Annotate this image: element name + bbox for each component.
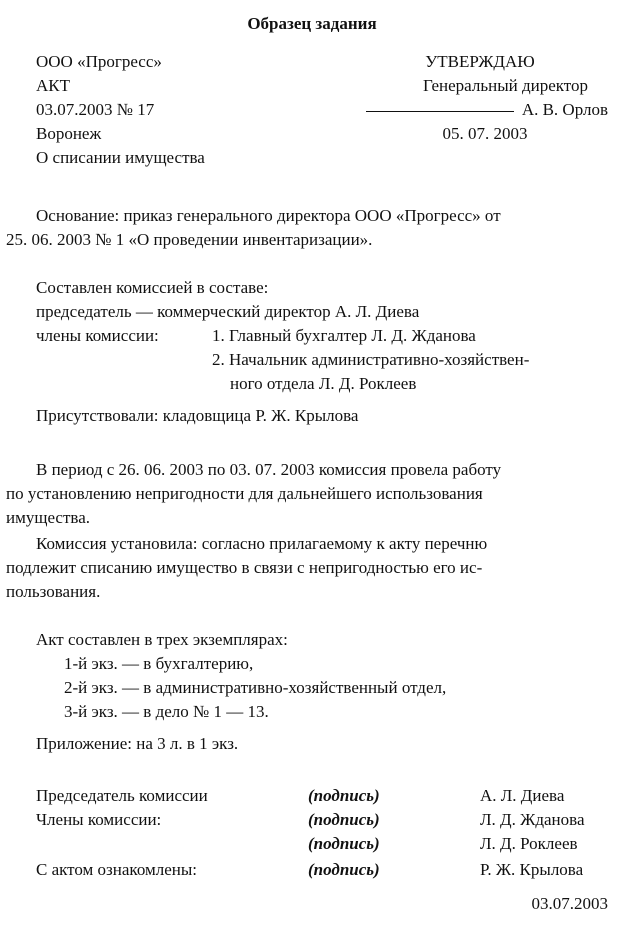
commission-chair: председатель — коммерческий директор А. Л. Диева [36,302,420,321]
paragraph-2-line-2: подлежит списанию имущество в связи с непригодностью его ис- [6,558,483,577]
copy-1: 1-й экз. — в бухгалтерию, [64,654,254,673]
signature-label-chair: Председатель комиссии [36,786,208,805]
approver-name: А. В. Орлов [521,100,608,119]
attachment-note: Приложение: на 3 л. в 1 экз. [36,734,239,753]
approval-stamp: УТВЕРЖДАЮ [425,52,535,71]
document-type: АКТ [36,76,70,95]
document-subject: О списании имущества [36,148,205,167]
paragraph-1-line-1: В период с 26. 06. 2003 по 03. 07. 2003 комиссия провела работу [36,460,502,479]
signature-label-members: Члены комиссии: [36,810,162,829]
copies-intro: Акт составлен в трех экземплярах: [36,630,288,649]
commission-member-2-line-2: ного отдела Л. Д. Роклеев [230,374,417,393]
copy-3: 3-й экз. — в дело № 1 — 13. [64,702,269,721]
signature-placeholder-member-1: (подпись) [308,810,380,829]
signature-line [366,111,514,112]
commission-present: Присутствовали: кладовщица Р. Ж. Крылова [36,406,359,425]
commission-member-1: 1. Главный бухгалтер Л. Д. Жданова [212,326,476,345]
approver-position [360,76,588,96]
paragraph-2-line-1: Комиссия установила: согласно прилагаемому к акту перечню [36,534,488,553]
signature-placeholder-member-2: (подпись) [308,834,380,853]
signature-name-member-1: Л. Д. Жданова [480,810,585,829]
commission-member-2-line-1: 2. Начальник административно-хозяйствен- [212,350,530,369]
copy-2: 2-й экз. — в административно-хозяйственный отдел, [64,678,447,697]
commission-intro: Составлен комиссией в составе: [36,278,269,297]
signature-placeholder-chair: (подпись) [308,786,380,805]
document-date-number: 03.07.2003 № 17 [36,100,155,119]
organization-name: ООО «Прогресс» [36,52,162,71]
commission-members-label: члены комиссии: [36,326,159,345]
document-title: Образец задания [247,14,377,33]
basis-line-2: 25. 06. 2003 № 1 «О проведении инвентаризации». [6,230,373,249]
approval-date: 05. 07. 2003 [442,124,528,143]
basis-line-1: Основание: приказ генерального директора ООО «Прогресс» от [36,206,501,225]
signature-placeholder-acquainted: (подпись) [308,860,380,879]
document-city: Воронеж [36,124,102,143]
signature-name-acquainted: Р. Ж. Крылова [480,860,584,879]
signature-name-member-2: Л. Д. Роклеев [480,834,578,853]
approver-position-text: Генеральный директор [422,76,588,95]
paragraph-2-line-3: пользования. [6,582,101,601]
signature-name-chair: А. Л. Диева [480,786,565,805]
signature-label-acquainted: С актом ознакомлены: [36,860,198,879]
paragraph-1-line-2: по установлению непригодности для дальнейшего использования [6,484,483,503]
paragraph-1-line-3: имущества. [6,508,90,527]
approver-signature-line [330,100,608,120]
final-date: 03.07.2003 [531,894,608,913]
